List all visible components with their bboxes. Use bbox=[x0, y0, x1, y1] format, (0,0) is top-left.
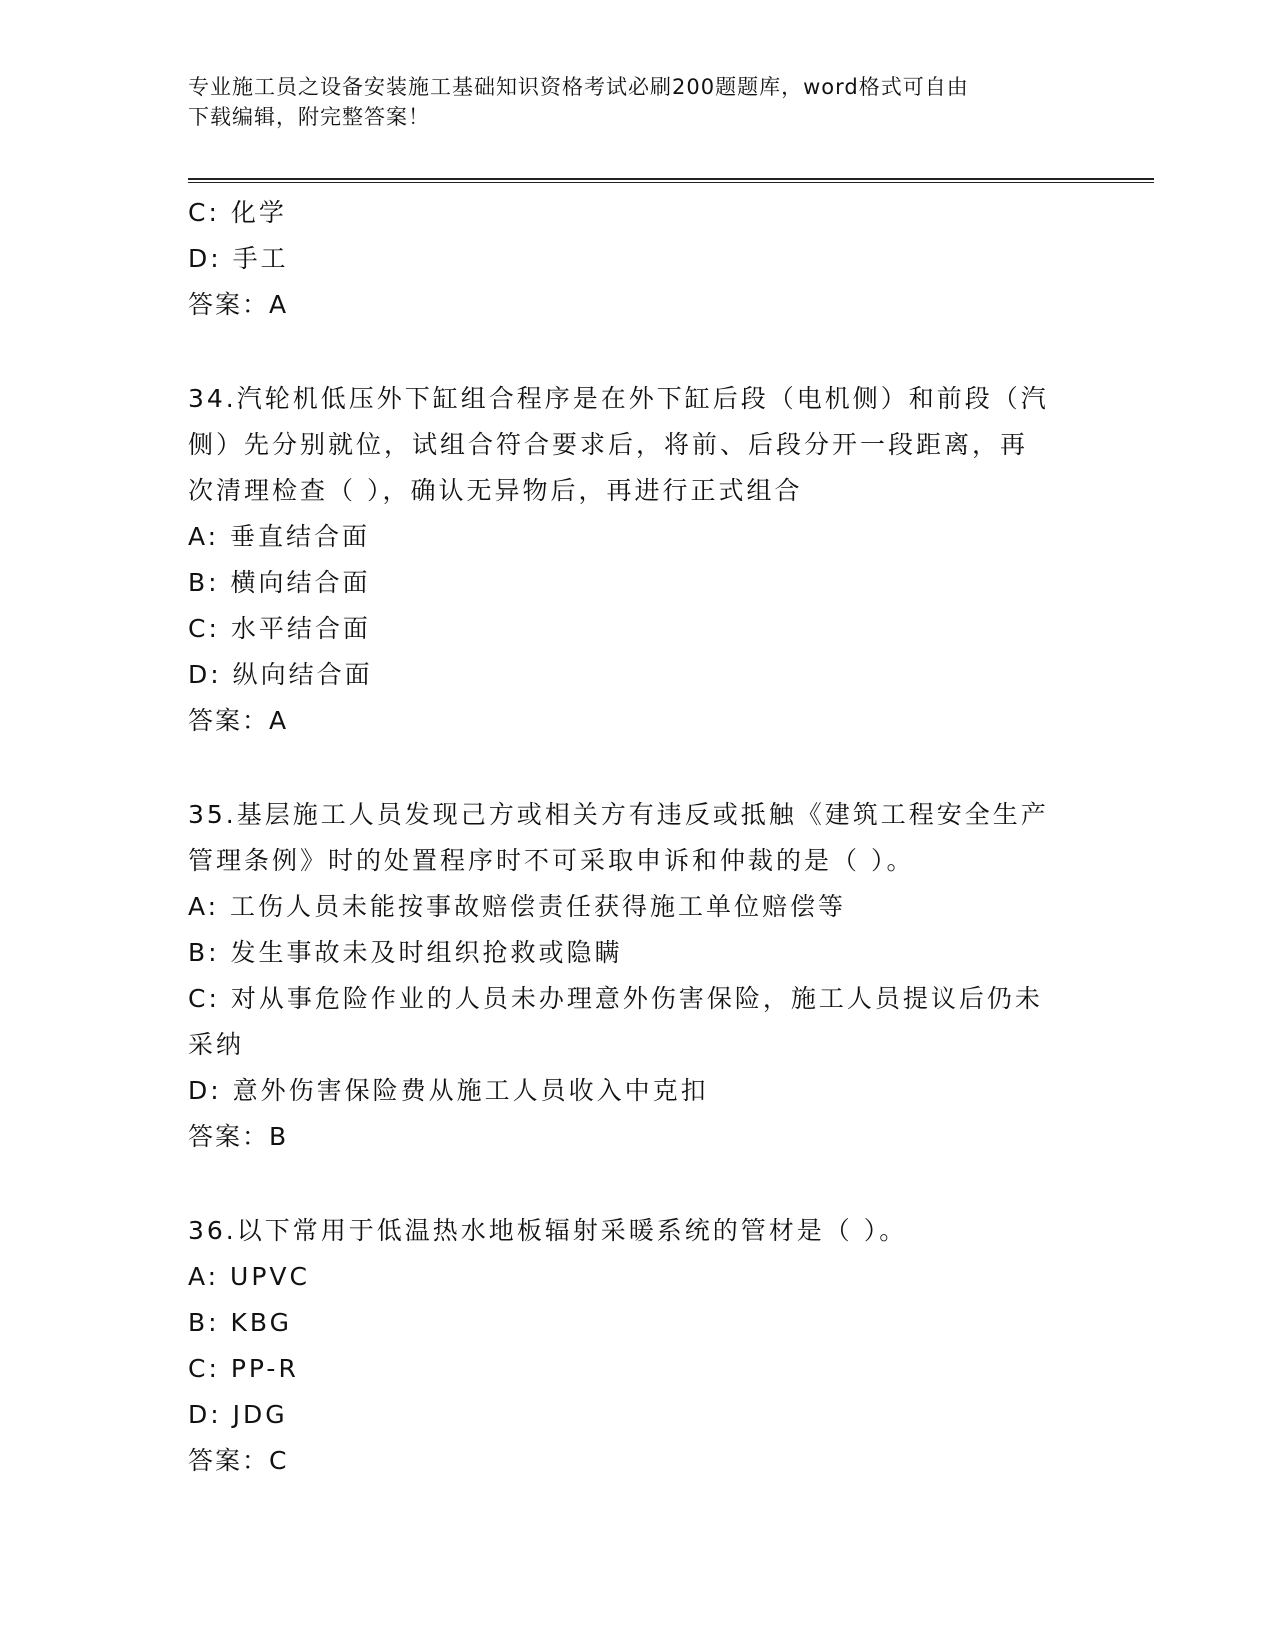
option-c-continued: 采纳 bbox=[188, 1030, 245, 1059]
question-35 bbox=[188, 792, 1088, 1160]
option-d: D: 纵向结合面 bbox=[188, 660, 373, 689]
option-d: D: 意外伤害保险费从施工人员收入中克扣 bbox=[188, 1076, 709, 1105]
question-33-tail bbox=[188, 190, 1088, 328]
answer: 答案：C bbox=[188, 1446, 289, 1475]
question-stem-line: 36.以下常用于低温热水地板辐射采暖系统的管材是（ ）。 bbox=[188, 1216, 908, 1245]
option-b: B: KBG bbox=[188, 1308, 292, 1337]
page-header bbox=[188, 72, 1088, 132]
question-stem-line: 管理条例》时的处置程序时不可采取申诉和仲裁的是（ ）。 bbox=[188, 846, 915, 875]
header-line-1: 专业施工员之设备安装施工基础知识资格考试必刷200题题库，word格式可自由 bbox=[188, 75, 969, 99]
question-36 bbox=[188, 1208, 1088, 1484]
question-34 bbox=[188, 376, 1088, 744]
option-b: B: 横向结合面 bbox=[188, 568, 371, 597]
document-body bbox=[188, 190, 1088, 1484]
option-c: C: 水平结合面 bbox=[188, 614, 371, 643]
question-stem-line: 侧）先分别就位，试组合符合要求后，将前、后段分开一段距离，再 bbox=[188, 430, 1029, 459]
answer: 答案：A bbox=[188, 706, 289, 735]
option-text: 手工 bbox=[232, 244, 289, 273]
option-c: C: 对从事危险作业的人员未办理意外伤害保险，施工人员提议后仍未 bbox=[188, 984, 1043, 1013]
question-stem-line: 34.汽轮机低压外下缸组合程序是在外下缸后段（电机侧）和前段（汽 bbox=[188, 384, 1049, 413]
option-b: B: 发生事故未及时组织抢救或隐瞒 bbox=[188, 938, 623, 967]
option-d bbox=[188, 236, 1088, 282]
option-c bbox=[188, 190, 1088, 236]
header-divider bbox=[188, 178, 1154, 183]
option-c: C: PP-R bbox=[188, 1354, 299, 1383]
option-a: A: 垂直结合面 bbox=[188, 522, 371, 551]
question-stem-line: 35.基层施工人员发现己方或相关方有违反或抵触《建筑工程安全生产 bbox=[188, 800, 1049, 829]
option-a: A: UPVC bbox=[188, 1262, 310, 1291]
option-label: C: bbox=[188, 198, 220, 227]
answer: 答案：A bbox=[188, 290, 289, 319]
answer: 答案：B bbox=[188, 1122, 289, 1151]
option-text: 化学 bbox=[230, 198, 287, 227]
header-line-2: 下载编辑，附完整答案！ bbox=[188, 105, 430, 129]
option-d: D: JDG bbox=[188, 1400, 288, 1429]
option-label: D: bbox=[188, 244, 222, 273]
option-a: A: 工伤人员未能按事故赔偿责任获得施工单位赔偿等 bbox=[188, 892, 847, 921]
question-stem-line: 次清理检查（ ），确认无异物后，再进行正式组合 bbox=[188, 476, 803, 505]
